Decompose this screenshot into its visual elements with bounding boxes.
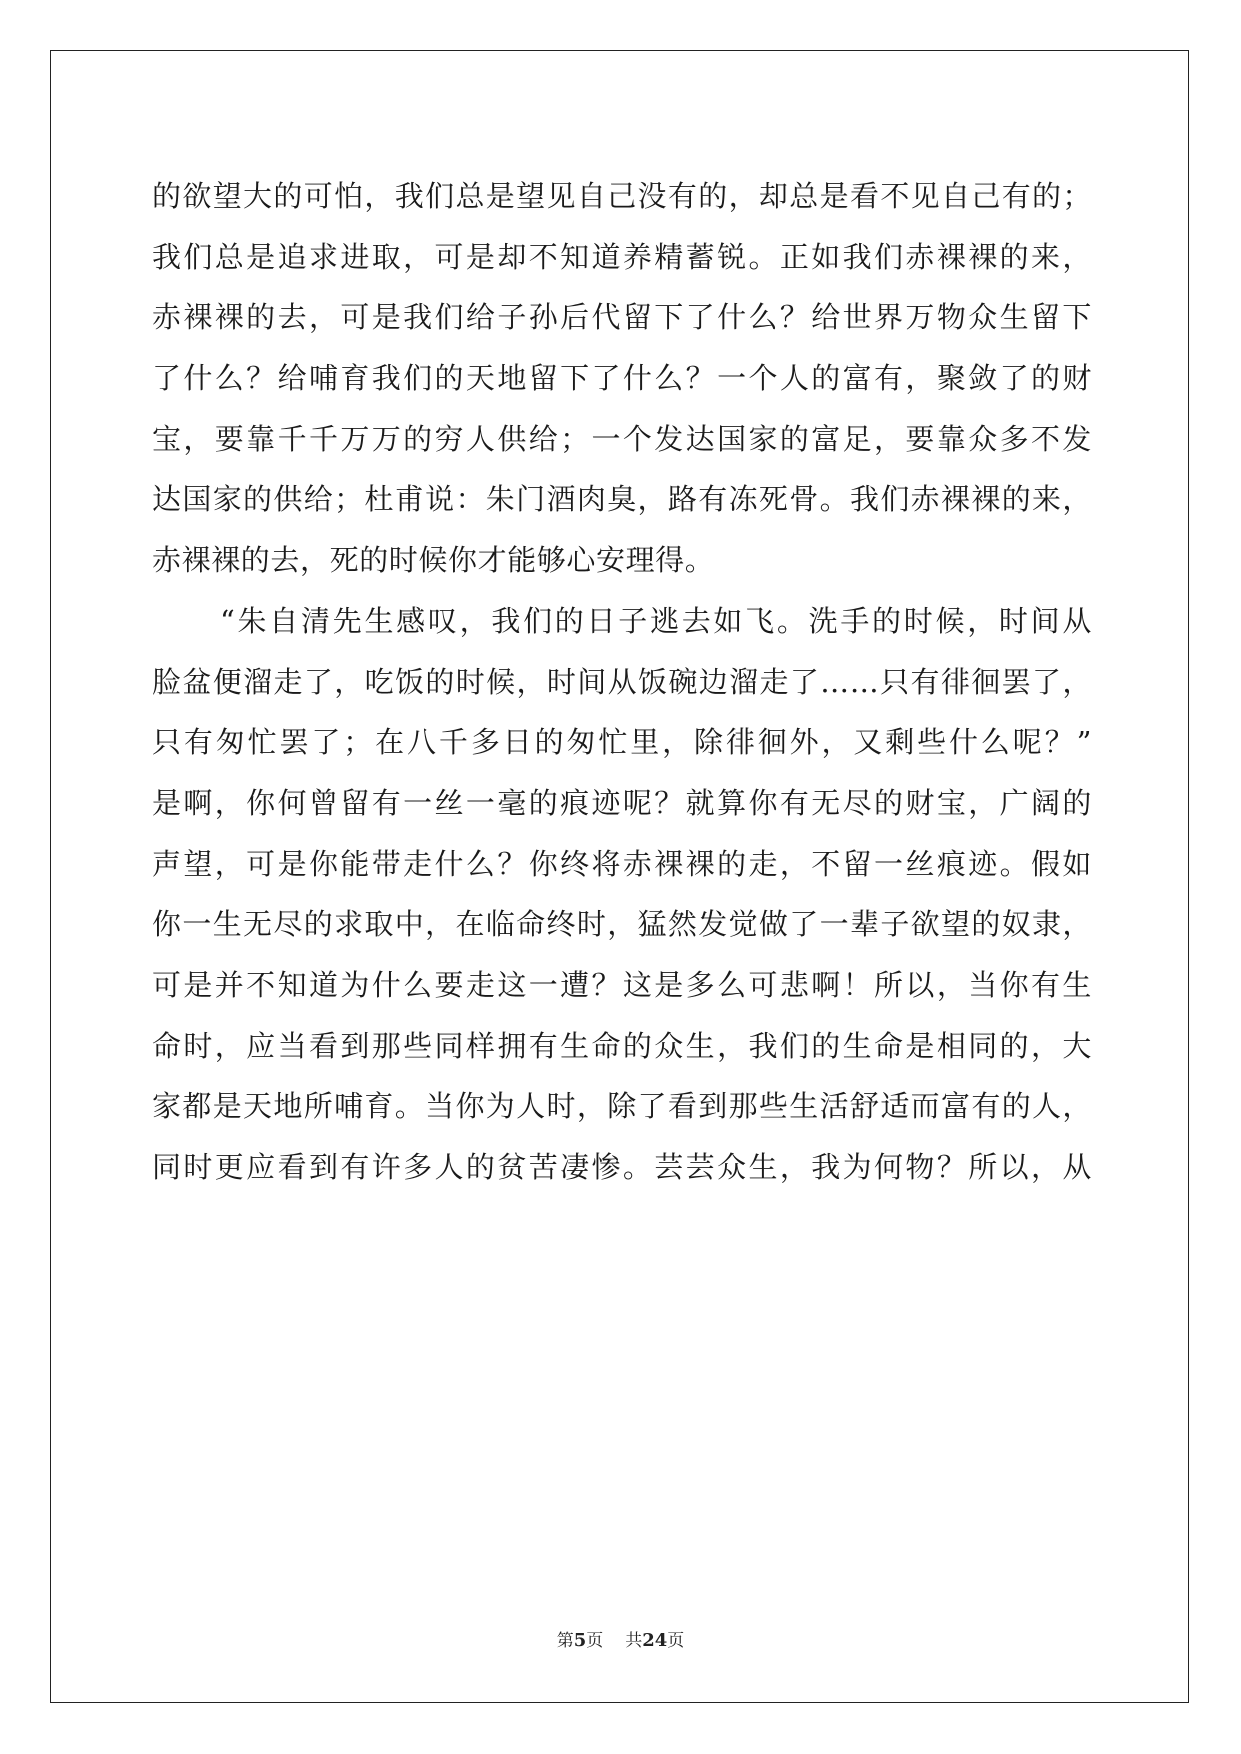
text-line: 家都是天地所哺育。当你为人时，除了看到那些生活舒适而富有的人， (152, 1089, 1092, 1124)
body-text (152, 166, 1092, 1198)
text-line: 赤裸裸的去，可是我们给子孙后代留下了什么？给世界万物众生留下 (152, 300, 1092, 335)
text-line: 你一生无尽的求取中，在临命终时，猛然发觉做了一辈子欲望的奴隶， (152, 907, 1092, 942)
text-line: 了什么？给哺育我们的天地留下了什么？一个人的富有，聚敛了的财 (152, 361, 1092, 396)
text-line: 的欲望大的可怕，我们总是望见自己没有的，却总是看不见自己有的； (152, 179, 1092, 213)
text-line: 脸盆便溜走了，吃饭的时候，时间从饭碗边溜走了……只有徘徊罢了， (152, 664, 1092, 699)
text-line: 声望，可是你能带走什么？你终将赤裸裸的走，不留一丝痕迹。假如 (152, 846, 1092, 881)
text-line: 可是并不知道为什么要走这一遭？这是多么可悲啊！所以，当你有生 (152, 967, 1092, 1002)
text-line: 宝，要靠千千万万的穷人供给；一个发达国家的富足，要靠众多不发 (152, 421, 1092, 456)
text-line: 是啊，你何曾留有一丝一毫的痕迹呢？就算你有无尽的财宝，广阔的 (152, 785, 1092, 820)
text-line: 同时更应看到有许多人的贫苦凄惨。芸芸众生，我为何物？所以，从 (152, 1150, 1092, 1184)
text-line: 命时，应当看到那些同样拥有生命的众生，我们的生命是相同的，大 (152, 1028, 1092, 1063)
total-prefix: 共 (625, 1631, 643, 1651)
text-line: 我们总是追求进取，可是却不知道养精蓄锐。正如我们赤裸裸的来， (152, 239, 1092, 274)
total-pages: 24 (642, 1630, 668, 1651)
page-footer (0, 1626, 1241, 1651)
text-line: 达国家的供给；杜甫说：朱门酒肉臭，路有冻死骨。我们赤裸裸的来， (152, 482, 1092, 517)
paragraph-first-line: “朱自清先生感叹，我们的日子逃去如飞。洗手的时候，时间从 (220, 603, 1092, 638)
page-prefix: 第 (556, 1631, 574, 1651)
page-suffix: 页 (586, 1631, 604, 1651)
text-line: 只有匆忙罢了；在八千多日的匆忙里，除徘徊外，又剩些什么呢？” (152, 725, 1092, 760)
page-number: 5 (573, 1630, 587, 1651)
text-line: 赤裸裸的去，死的时候你才能够心安理得。 (152, 543, 715, 578)
total-suffix: 页 (667, 1631, 685, 1651)
